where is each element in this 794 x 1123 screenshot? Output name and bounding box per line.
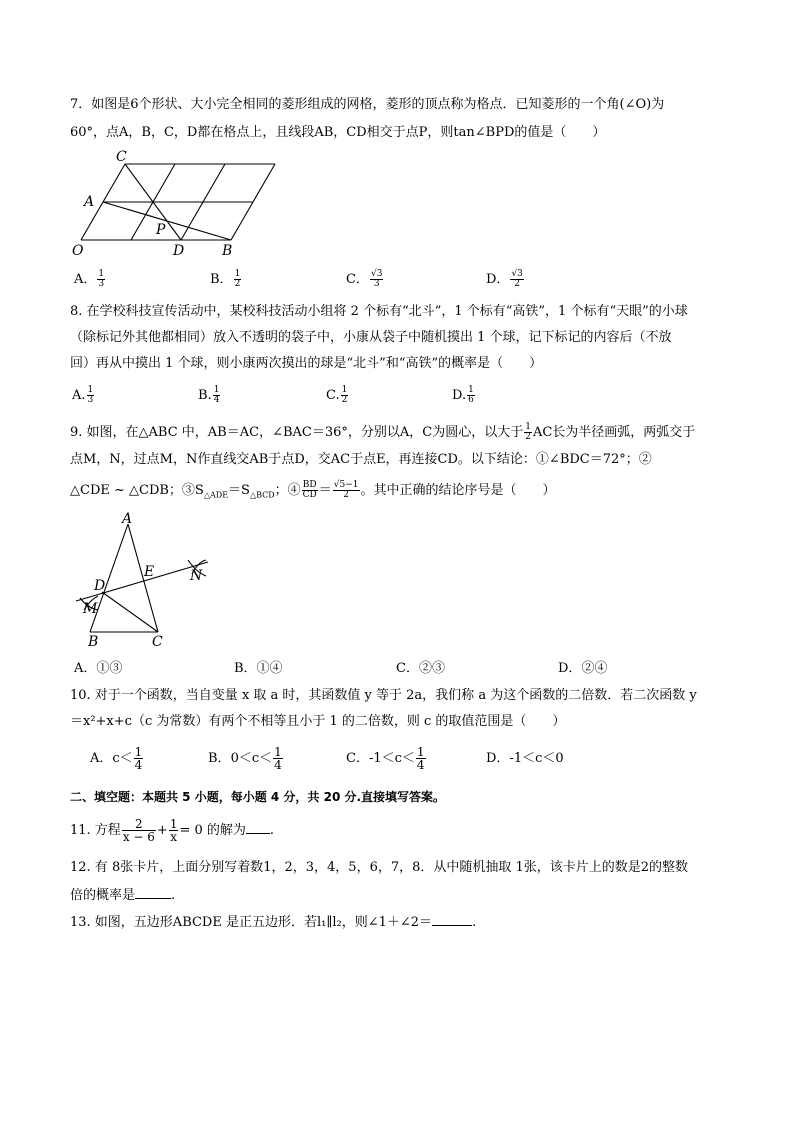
q9-label-d: D	[94, 578, 106, 594]
q10-line-1: 10. 对于一个函数，当自变量 x 取 a 时，其函数值 y 等于 2a，我们称 a 为这个函数的二倍数．若二次函数 y	[70, 688, 697, 703]
q10-option-a[interactable]: A．c＜ $\frac{1}{4}$	[90, 745, 143, 772]
q9-label-a: A	[122, 511, 133, 527]
q12-line-2: 倍的概率是 .	[70, 888, 176, 903]
q9-option-b[interactable]: B．①④	[234, 661, 283, 676]
q7-label-d: D	[173, 243, 185, 258]
q10-line-2: ＝x²+x+c（c 为常数）有两个不相等且小于 1 的二倍数，则 c 的取值范围是（ ）	[70, 714, 566, 729]
q13-answer-blank[interactable]	[432, 913, 472, 926]
q9-triangle-figure	[70, 510, 220, 650]
q7-label-o: O	[72, 243, 84, 258]
q13-line: 13. 如图，五边形ABCDE 是正五边形．若l₁∥l₂，则∠1＋∠2＝ .	[70, 915, 477, 930]
q8-option-d[interactable]: D. $\frac{1}{6}$	[452, 385, 474, 405]
q7-label-a: A	[84, 194, 95, 210]
q11-line: 11. 方程 $\frac{2}{x - 6}$ + $\frac{1}{x}$ = 0 的解为 .	[70, 817, 275, 844]
q10-option-d[interactable]: D．-1＜c＜0	[486, 751, 564, 766]
q7-label-b: B	[222, 243, 233, 258]
q7-line-2: 60°，点A，B，C，D都在格点上，且线段AB，CD相交于点P，则tan∠BPD的值是（ ）	[70, 125, 606, 140]
q9-line-2: 点M，N，过点M，N作直线交AB于点D，交AC于点E，再连接CD。以下结论：①∠BDC＝72°；②	[70, 452, 652, 467]
q9-label-m: M	[83, 601, 98, 617]
q7-option-d[interactable]: D． $\frac{√3}{2}$	[486, 269, 523, 289]
q8-line-1: 8. 在学校科技宣传活动中，某校科技活动小组将 2 个标有“北斗”，1 个标有“高铁”，1 个标有“天眼”的小球	[70, 304, 688, 319]
q9-label-c: C	[152, 634, 163, 650]
q8-line-2: （除标记外其他都相同）放入不透明的袋子中，小康从袋子中随机摸出 1 个球，记下标记的内容后（不放	[70, 330, 672, 345]
q9-label-b: B	[88, 634, 99, 650]
q7-option-b[interactable]: B． $\frac{1}{2}$	[210, 269, 241, 289]
q9-option-d[interactable]: D．②④	[558, 661, 608, 676]
q9-option-a[interactable]: A．①③	[74, 661, 123, 676]
q9-label-e: E	[144, 564, 155, 580]
q12-answer-blank[interactable]	[135, 886, 171, 899]
q7-rhombus-grid-figure	[70, 146, 280, 258]
q10-option-c[interactable]: C．-1＜c＜ $\frac{1}{4}$	[346, 745, 425, 772]
q7-option-a[interactable]: A． $\frac{1}{3}$	[74, 269, 105, 289]
q12-line-1: 12. 有 8张卡片，上面分别写着数1，2，3，4，5，6，7，8．从中随机抽取 1张，该卡片上的数是2的整数	[70, 860, 689, 875]
q10-option-b[interactable]: B．0＜c＜ $\frac{1}{4}$	[208, 745, 282, 772]
q9-line-3: △CDE ~ △CDB；$③S_{\triangle ADE}=S_{\triangle BCD}$；④ $\frac{BD}{CD}$ ＝ $\frac{√5-1}{2}$ 。其中正确的结论序号是（ ）	[70, 480, 556, 500]
q8-option-a[interactable]: A. $\frac{1}{3}$	[72, 385, 94, 405]
q8-option-b[interactable]: B. $\frac{1}{4}$	[198, 385, 220, 405]
q9-line-1: 9. 如图，在△ABC 中，AB＝AC，∠BAC＝36°，分别以A，C为圆心，以大于 $\frac{1}{2}$ AC长为半径画弧，两弧交于	[70, 422, 696, 442]
q7-option-c[interactable]: C． $\frac{√3}{3}$	[346, 269, 383, 289]
q9-option-c[interactable]: C．②③	[396, 661, 445, 676]
q7-line-1: 7．如图是6个形状、大小完全相同的菱形组成的网格，菱形的顶点称为格点．已知菱形的一个角(∠O)为	[70, 97, 665, 112]
q7-label-p: P	[156, 222, 166, 238]
q8-line-3: 回）再从中摸出 1 个球，则小康两次摸出的球是“北斗”和“高铁”的概率是（ ）	[70, 356, 543, 371]
q8-option-c[interactable]: C. $\frac{1}{2}$	[326, 385, 348, 405]
section-2-heading: 二、填空题：本题共 5 小题，每小题 4 分，共 20 分.直接填写答案。	[70, 790, 446, 804]
q7-label-c: C	[116, 149, 127, 165]
q11-answer-blank[interactable]	[246, 821, 270, 834]
q9-label-n: N	[190, 568, 203, 584]
